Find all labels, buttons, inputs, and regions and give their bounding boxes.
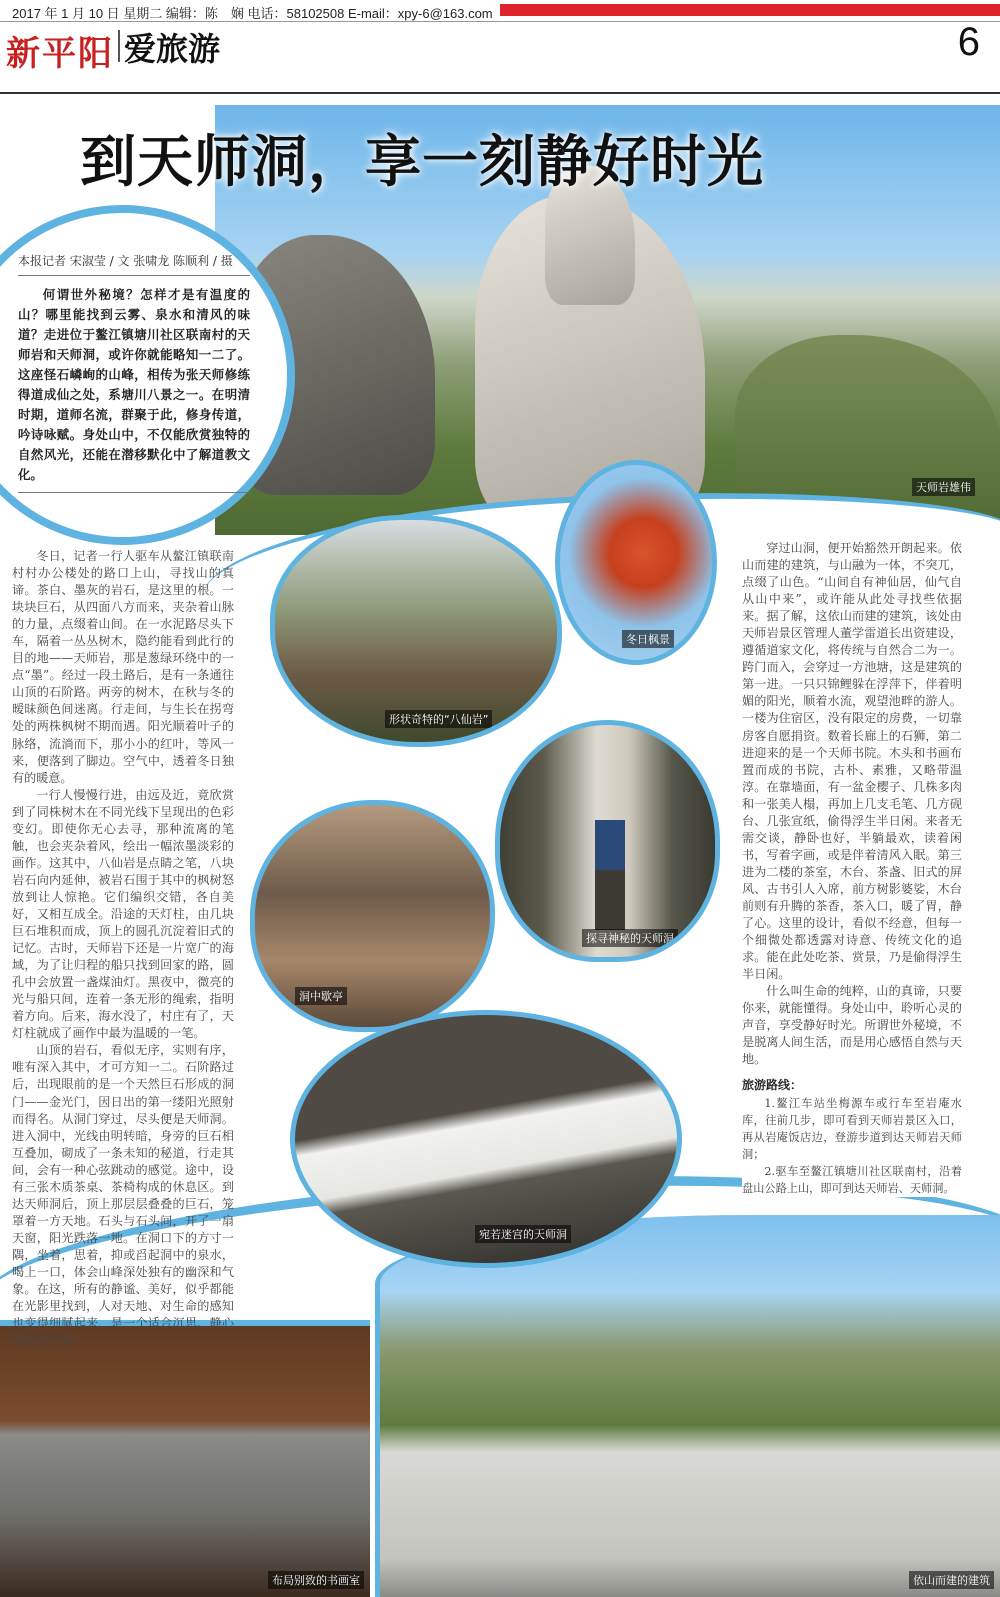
photo-maple bbox=[555, 460, 717, 665]
caption-building: 依山而建的建筑 bbox=[909, 1571, 994, 1589]
travel-route-heading: 旅游路线： bbox=[742, 1078, 803, 1092]
intro-paragraph: 何谓世外秘境？怎样才是有温度的山？哪里能找到云雾、泉水和清风的味道？走进位于鳌江镇塘川社区联南村的天师岩和天师洞，或许你就能略知一二了。这座怪石嶙峋的山峰，相传为张天师修练得道成仙之处，系塘川八景之一。在明清时期，道师名流，群聚于此，修身传道，吟诗咏赋。身处山中，不仅能欣赏独特的自然风光，还能在潜移默化中了解道教文化。 bbox=[18, 287, 250, 482]
body-paragraph: 穿过山洞，便开始豁然开朗起来。依山而建的建筑，与山融为一体，不突兀，点缀了山色。“山间自有神仙居，仙气自从山中来”，或许能从此处寻找些依据来。据了解，这依山而建的建筑，该处由天师岩景区管理人董学雷道长出资建设，遵循道家文化，将传统与自然合二为一。跨门而入，会穿过一方池塘，这是建筑的第一进。一只只锦鲤躲在浮萍下，伴着明媚的阳光，顺着水流，观望池畔的游人。一楼为住宿区，没有限定的房费，一切靠房客自愿捐资。数着长廊上的石狮，第二进迎来的是一个天师书院。木头和书画布置而成的书院，古朴、素雅，又略带温淳。在靠墙面，有一盆金樱子、几株多肉和一张美人榻，再加上几支毛笔、几方砚台、几张宣纸，偷得浮生半日闲。来者无需交谈，静卧也好，半躺最欢，读着闲书，写着字画，或是伴着清风入眠。第三进为二楼的茶室，木台、茶盏、旧式的屏风、古书引人入席，前方树影婆娑，木台前则有升腾的茶香，茶入口，暖了胃，静了心。这里的设计，看似不经意，但每一个细微处都透露对诗意、传统文化的追求。能在此处吃茶、赏景，乃是偷得浮生半日闲。 bbox=[742, 541, 962, 982]
photo-building bbox=[375, 1215, 1000, 1597]
caption-cave-explore: 探寻神秘的天师洞 bbox=[582, 929, 678, 947]
article-title: 到天师洞，享一刻静好时光 bbox=[80, 130, 764, 195]
travel-route-item: 1.鳌江车站坐梅源车或行车至岩庵水库，往前几步，即可看到天师岩景区入口，再从岩庵饭店边，登游步道到达天师岩天师洞； bbox=[742, 1097, 962, 1161]
caption-baxian: 形状奇特的“八仙岩” bbox=[385, 710, 492, 728]
photo-baxian-rock bbox=[270, 515, 562, 747]
caption-main: 天师岩雄伟 bbox=[912, 478, 975, 496]
header-red-bar bbox=[500, 4, 1000, 16]
travel-route-box bbox=[742, 1076, 962, 1197]
byline: 本报记者 宋淑莹 / 文 张啸龙 陈顺利 / 摄 bbox=[18, 252, 250, 276]
article-right-column bbox=[742, 540, 962, 1068]
body-paragraph: 冬日，记者一行人驱车从鳌江镇联南村村办公楼处的路口上山，寻找山的真谛。茶白、墨灰的岩石，是这里的根。一块块巨石，从四面八方而来，夹杂着山脉的力量，点缀着山间。在一水泥路尽头下车，隔着一丛丛树木，隐约能看到此行的目的地——天师岩，那是葱绿环绕中的一点“墨”。经过一段土路后，是有一条通往山顶的石阶路。两旁的树木，在秋与冬的暧昧颜色间迷离。行走间，与生长在拐弯处的两株枫树不期而遇。阳光顺着叶子的脉络，流淌而下，那小小的红叶，等风一来，便落到了脚边。空气中，透着冬日独有的暖意。 bbox=[12, 549, 234, 785]
caption-pavilion: 洞中歇亭 bbox=[295, 987, 347, 1005]
photo-pavilion bbox=[250, 800, 495, 1032]
caption-maze: 宛若迷宫的天师洞 bbox=[475, 1225, 571, 1243]
header-rule bbox=[0, 92, 1000, 94]
newspaper-logo: 新平阳 bbox=[6, 34, 114, 74]
logo-divider bbox=[118, 30, 120, 62]
article-left-column bbox=[12, 548, 234, 1349]
section-title: 爱旅游 bbox=[124, 30, 221, 68]
body-paragraph: 什么叫生命的纯粹，山的真谛，只要你来，就能懂得。身处山中，聆听心灵的声音，享受静好时光。所谓世外秘境，不是脱离人间生活，而是用心感悟自然与天地。 bbox=[742, 984, 962, 1067]
issue-meta: 2017 年 1 月 10 日 星期二 编辑：陈 娴 电话：58102508 E-mail：xpy-6@163.com bbox=[12, 6, 493, 21]
page-number: 6 bbox=[957, 20, 980, 64]
travel-route-item: 2.驱车至鳌江镇塘川社区联南村，沿着盘山公路上山，即可到达天师岩、天师洞。 bbox=[742, 1165, 962, 1195]
body-paragraph: 山顶的岩石，看似无序，实则有序，唯有深入其中，才可方知一二。石阶路过后，出现眼前的是一个天然巨石形成的洞门——金光门，因日出的第一缕阳光照射而得名。从洞门穿过，尽头便是天师洞。进入洞中，光线由明转暗，身旁的巨石相互叠加，砌成了一条未知的秘道，行走其间，会有一种心弦跳动的感觉。途中，设有三张木质茶桌、茶椅构成的休息区。到达天师洞后，顶上那层层叠叠的巨石，笼罩着一方天地。石头与石头间，开了一扇天窗，阳光跌落一地。在洞口下的方寸一隅，坐着，思着，抑或舀起洞中的泉水，喝上一口，体会山峰深处独有的幽深和气象。在这，所有的静谧、美好，似乎都能在光影里找到，人对天地、对生命的感知也变得细腻起来，是一个适合沉思、静心的淡然空间。 bbox=[12, 1043, 234, 1348]
photo-cave-explore bbox=[495, 720, 720, 962]
caption-study: 布局别致的书画室 bbox=[268, 1571, 364, 1589]
body-paragraph: 一行人慢慢行进，由远及近，竟欣赏到了同株树木在不同光线下呈现出的色彩变幻。即使你无心去寻，那种流离的笔触，也会夹杂着风，绘出一幅浓墨淡彩的画作。这其中，八仙岩是点睛之笔，八块岩石向内延伸，被岩石围于其中的枫树怒放到让人惊艳。它们编织交错，各自美好，又相互成全。沿途的天灯柱，由几块巨石堆积而成，顶上的圆孔沉淀着旧式的记忆。古时，天师岩下还是一片宽广的海域，为了让归程的船只找到回家的路，圆孔中会放置一盏煤油灯。黑夜中，微亮的光与船只间，连着一条无形的绳索，指明着方向。后来，海水没了，村庄有了，天灯柱就成了画作中最为温暖的一笔。 bbox=[12, 787, 234, 1041]
caption-maple: 冬日枫景 bbox=[622, 630, 674, 648]
intro-rule bbox=[18, 492, 250, 493]
photo-study-room bbox=[0, 1320, 370, 1597]
photo-maze-cave bbox=[290, 1010, 682, 1268]
